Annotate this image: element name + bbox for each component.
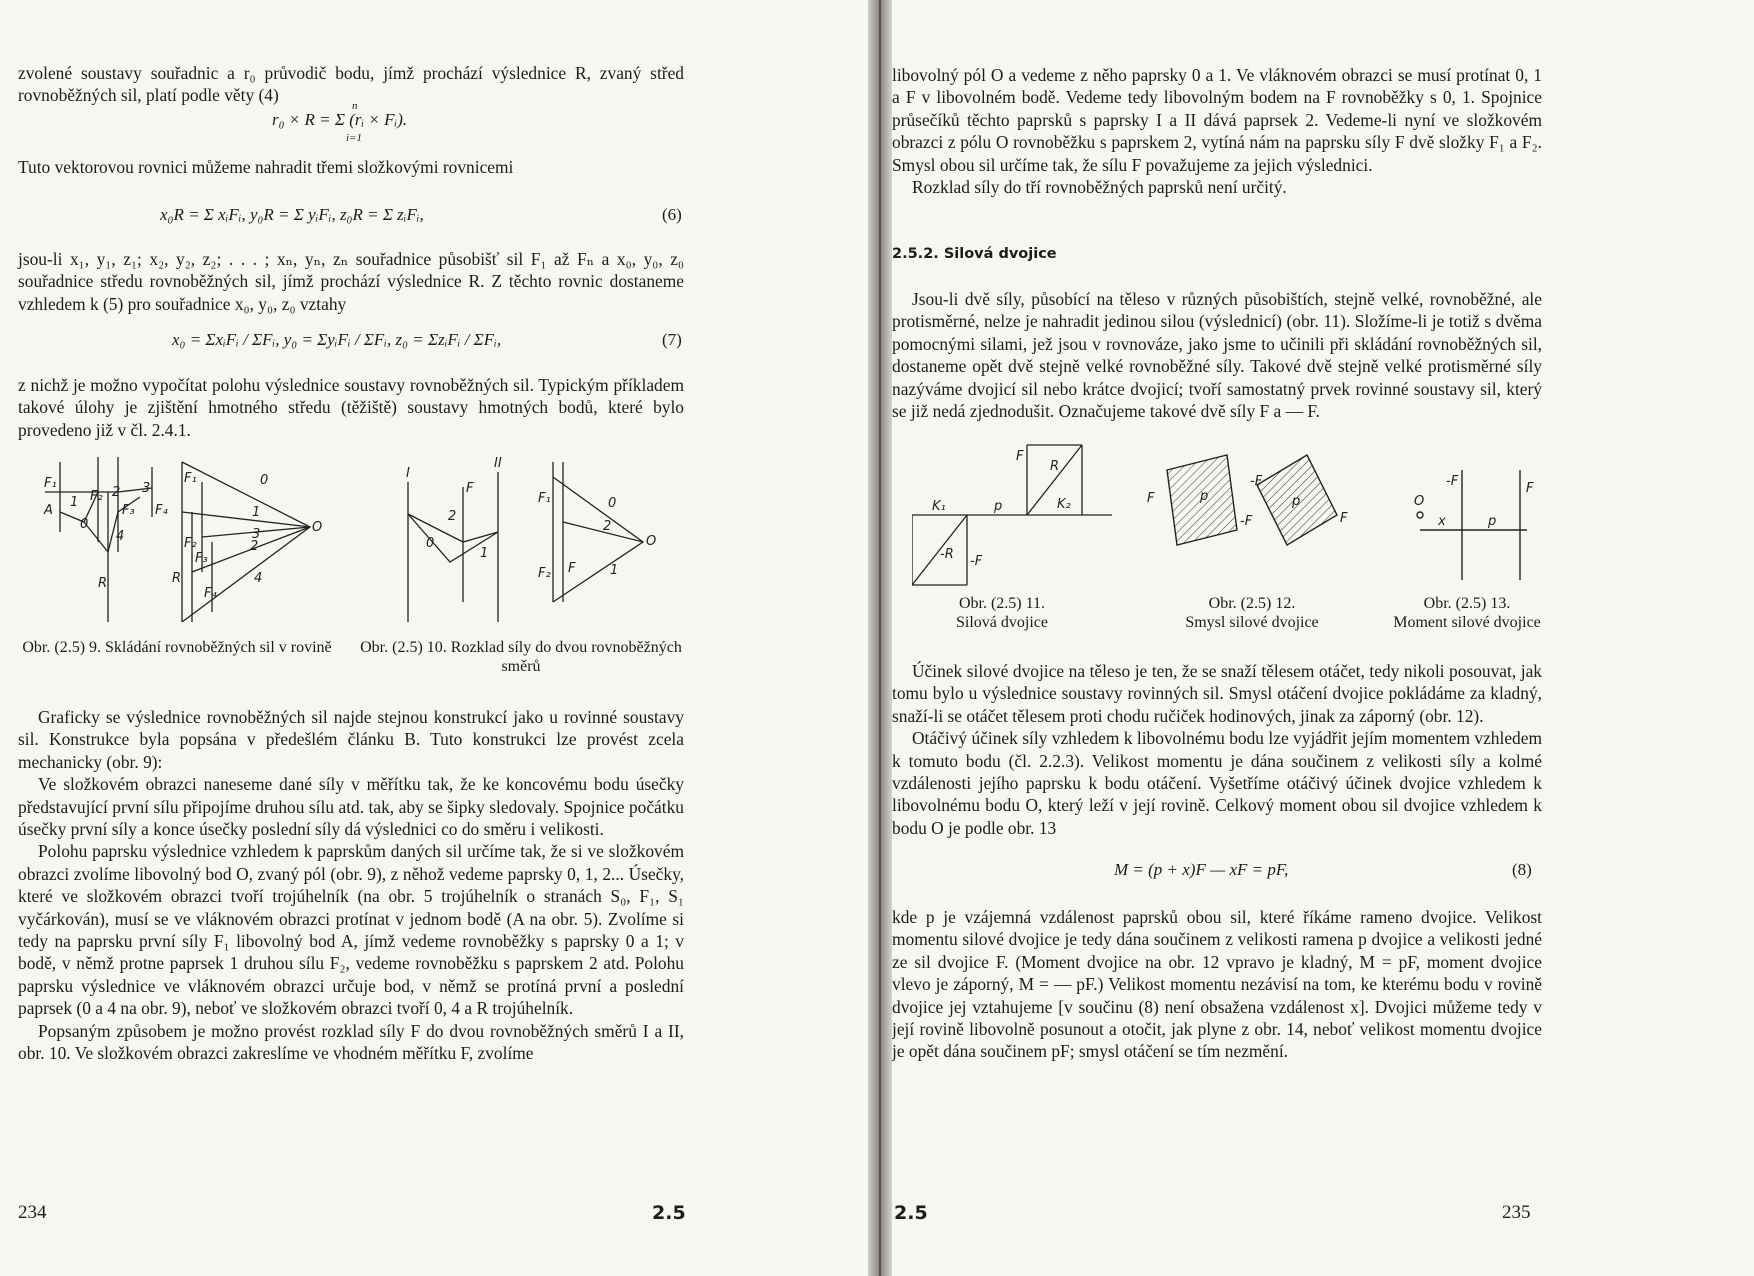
equation-7: x₀ = ΣxᵢFᵢ / ΣFᵢ, y₀ = ΣyᵢFᵢ / ΣFᵢ, z₀ = ΣzᵢFᵢ / ΣFᵢ, <box>172 330 502 349</box>
coords-text: jsou-li x₁, y₁, z₁; x₂, y₂, z₂; . . . ; xₙ, yₙ, zₙ souřadnice působišť sil F₁ až Fₙ a x₀, y₀, z₀ souřadnice středu rovnoběžných sil, jímž prochází výslednice R. Z těchto rovnic dostaneme vzhledem k (5) pro souřadnice x₀, y₀, z₀ vztahy <box>18 249 684 314</box>
fig9-label: F₁ <box>184 471 197 486</box>
fig9-label: A <box>44 503 53 518</box>
equation-6: x₀R = Σ xᵢFᵢ, y₀R = Σ yᵢFᵢ, z₀R = Σ zᵢFᵢ, <box>160 205 424 224</box>
top-text: libovolný pól O a vedeme z něho paprsky 0 a 1. Ve vláknovém obrazci se musí protínat 0, 1 a F v libovolném bodě. Vedeme tedy libovolným bodem na F rovnoběžky s 0, 1. Spojnice průsečíků těchto paprsků s paprsky I a II dává paprsek 2. Vedeme-li nyní ve složkovém obrazci z pólu O rovnoběžku s paprskem 2, vytíná nám na paprsku síly F dvě složky F₁ a F₂. Smysl obou sil určíme tak, že sílu F považujeme za jejich výslednici. Rozklad síly do tří rovnoběžných paprsků není určitý. <box>892 65 1542 198</box>
fig12-label: F <box>1340 511 1348 526</box>
section-mark-right: 2.5 <box>894 1202 928 1224</box>
figure-10-labels <box>406 456 656 581</box>
fig12-label: p <box>1200 489 1209 504</box>
figure-10-caption: Obr. (2.5) 10. Rozklad síly do dvou rovnoběžných směrů <box>360 639 682 675</box>
fig10-label: 0 <box>426 536 435 551</box>
fig10-label: F <box>568 561 576 576</box>
section-mark-left: 2.5 <box>652 1202 686 1224</box>
example-text: z nichž je možno vypočítat polohu výslednice soustavy rovnoběžných sil. Typickým příkladem takové úlohy je zjištění hmotného středu (těžiště) soustavy hmotných bodů, které bylo provedeno již v čl. 2.4.1. <box>18 375 684 440</box>
paragraph: Polohu paprsku výslednice vzhledem k paprskům daných sil určíme tak, že si ve složkovém obrazci zvolíme libovolný bod O, zvaný pól (obr. 9), z něhož vedeme paprsky 0, 1, 2... Úsečky, které ve složkovém obrazci tvoří trojúhelník (na obr. 5 trojúhelník o stranách S₀, F₁, S₁ vyčárkován), musí se ve vláknovém obrazci protínat v jednom bodě (A na obr. 5). Zvolíme si tedy na paprsku první síly F₁ libovolný bod A, jímž vedeme rovnoběžky s paprsky 0 a 1; v bodě, v němž protne paprsek 1 druhou sílu F₂, vedeme rovnoběžku s paprskem 2 atd. Polohu paprsku výslednice ve vláknovém obrazci určuje bod, v němž se protíná první a poslední paprsek (0 a 4 na obr. 9), neboť ve složkovém obrazci tvoří 0, 4 a R trojúhelník. <box>18 841 684 1019</box>
figure-13 <box>1402 460 1542 590</box>
effect-text: Účinek silové dvojice na těleso je ten, že se snaží tělesem otáčet, tedy nikoli posouvat, jak tomu bylo u výslednice soustavy rovinných sil. Smysl otáčení dvojice pokládáme za kladný, snaží-li se otáčet tělesem proti chodu ručiček hodinových, jinak za záporný (obr. 12). Otáčivý účinek síly vzhledem k libovolnému bodu lze vyjádřit jejím momentem vzhledem k tomuto bodu (čl. 2.2.3). Velikost momentu je dána součinem z velikosti síly a kolmé vzdálenosti jejího paprsku k bodu otáčení. Vyšetříme otáčivý účinek dvojice vzhledem k libovolnému bodu O, který leží v její rovině. Celkový moment obou sil dvojice vzhledem k bodu O je podle obr. 13 <box>892 661 1542 838</box>
fig9-label: 3 <box>252 527 261 542</box>
figure-9-drawing <box>40 452 330 632</box>
right-page <box>892 0 1754 1276</box>
fig9-label: R <box>172 571 182 586</box>
fig9-label: F₁ <box>44 476 57 491</box>
fig9-label: F₂ <box>90 489 103 504</box>
figure-9-caption: Obr. (2.5) 9. Skládání rovnoběžných sil v rovině <box>22 639 332 656</box>
fig13-label: -F <box>1446 474 1459 489</box>
figure-13-caption: Obr. (2.5) 13. Moment silové dvojice <box>1393 595 1541 631</box>
fig9-label: F₃ <box>195 551 208 566</box>
fig12-label: -F <box>1240 514 1253 529</box>
figure-11-drawing <box>912 440 1112 590</box>
fig13-label: O <box>1414 494 1425 509</box>
arm-text: kde p je vzájemná vzdálenost paprsků obou sil, které říkáme rameno dvojice. Velikost momentu silové dvojice je tedy dána součinem z velikosti ramena p dvojice a velikosti jedné ze sil dvojice F. (Moment dvojice na obr. 12 vpravo je kladný, M = pF, moment dvojice vlevo je záporný, M = — pF.) Velikost momentu nezávisí na tom, ke kterému bodu v rovině dvojice jej vztahujeme [v součinu (8) není obsažena vzdálenost x]. Dvojici můžeme tedy v její rovině libovolně posunout a otočit, jak plyne z obr. 14, neboť velikost momentu dvojice je opět dána součinem pF; smysl otáčení se tím nezmění. <box>892 907 1542 1062</box>
fig9-label: 2 <box>112 485 121 500</box>
figure-10-drawing <box>398 452 668 632</box>
fig9-label: 3 <box>142 481 151 496</box>
fig9-label: 2 <box>250 539 259 554</box>
fig9-label: 4 <box>254 571 263 586</box>
fig9-label: O <box>312 520 323 535</box>
fig9-label: 0 <box>80 517 89 532</box>
fig11-label: F <box>1016 449 1024 464</box>
fig13-label: x <box>1438 514 1446 529</box>
equation-7-number: (7) <box>662 330 682 349</box>
fig9-label: F₃ <box>122 503 135 518</box>
fig11-label: -R <box>940 547 954 562</box>
fig9-label: R <box>98 576 108 591</box>
fig9-label: 4 <box>116 529 125 544</box>
fig11-label: K₁ <box>932 499 946 514</box>
fig9-label: 1 <box>252 505 261 520</box>
fig11-label: K₂ <box>1057 497 1071 512</box>
fig10-label: 2 <box>603 519 612 534</box>
figure-12 <box>1132 450 1352 580</box>
book-gutter <box>868 0 892 1276</box>
figure-12-drawing <box>1132 450 1352 580</box>
fig9-label: 0 <box>260 473 269 488</box>
page-number-right: 235 <box>1502 1202 1531 1223</box>
sum-upper-limit: n <box>352 100 358 112</box>
equation-main: r₀ × R = Σ (rᵢ × Fᵢ). <box>272 110 408 129</box>
fig10-label: F₁ <box>538 491 551 506</box>
intro-text: zvolené soustavy souřadnic a r₀ průvodič bodu, jímž prochází výslednice R, zvaný střed rovnoběžných sil, platí podle věty (4) <box>18 63 684 106</box>
fig10-label: 0 <box>608 496 617 511</box>
fig9-label: F₂ <box>184 536 197 551</box>
fig12-label: -F <box>1250 474 1263 489</box>
figure-12-caption: Obr. (2.5) 12. Smysl silové dvojice <box>1185 595 1319 631</box>
fig12-label: p <box>1292 494 1301 509</box>
figure-10 <box>398 452 668 632</box>
figure-13-labels <box>1414 474 1534 529</box>
fig9-label: 1 <box>70 495 79 510</box>
fig10-label: II <box>494 456 502 471</box>
equation-6-number: (6) <box>662 205 682 224</box>
paragraph: Popsaným způsobem je možno provést rozklad síly F do dvou rovnoběžných směrů I a II, obr. 10. Ve složkovém obrazci zakreslíme ve vhodném měřítku F, zvolíme <box>18 1020 684 1064</box>
fig9-label: F₄ <box>204 586 217 601</box>
figure-11-labels <box>932 449 1071 569</box>
fig10-label: 1 <box>480 546 489 561</box>
paragraph: Ve složkovém obrazci naneseme dané síly v měřítku tak, že ke koncovému bodu úsečky představující první sílu připojíme druhou sílu atd. tak, aby se šipky sledovaly. Spojnice počátku úsečky první síly a konce úsečky poslední síly dá výslednici co do směru i velikosti. <box>18 774 684 840</box>
paragraph: Graficky se výslednice rovnoběžných sil najde stejnou konstrukcí jako u rovinné soustavy sil. Konstrukce byla popsána v předešlém článku B. Tuto konstrukci lze provést zcela mechanicky (obr. 9): <box>18 707 684 772</box>
fig10-label: F₂ <box>538 566 551 581</box>
page-number-left: 234 <box>18 1202 47 1223</box>
fig10-label: 1 <box>610 563 619 578</box>
equation-8-number: (8) <box>1512 860 1532 879</box>
fig12-label: F <box>1147 491 1155 506</box>
equation-8: M = (p + x)F — xF = pF, <box>1114 860 1289 879</box>
figure-13-drawing <box>1402 460 1542 590</box>
fig11-label: R <box>1050 459 1060 474</box>
sum-lower-limit: i=1 <box>346 132 362 144</box>
fig10-label: F <box>466 481 474 496</box>
figure-11 <box>912 440 1112 590</box>
fig13-label: p <box>1488 514 1497 529</box>
left-page <box>0 0 868 1276</box>
vector-text: Tuto vektorovou rovnici můžeme nahradit třemi složkovými rovnicemi <box>18 157 514 177</box>
fig9-label: F₄ <box>155 503 168 518</box>
construction-text <box>18 706 684 1065</box>
figure-9 <box>40 452 330 632</box>
couple-text: Jsou-li dvě síly, působící na těleso v různých působištích, stejně velké, rovnoběžné, ale protisměrné, nelze je nahradit jedinou silou (výslednicí) (obr. 11). Složíme-li je totiž s dvěma pomocnými silami, jež jsou v rovnováze, jako jsme to učinili při skládání rovnoběžných sil, dostaneme opět dvě stejně velké rovnoběžné síly. Takové dvě stejně velké protisměrné síly nazýváme dvojicí sil nebo krátce dvojicí; tvoří samostatný prvek rovinné soustavy sil, který se již nedá zjednodušit. Označujeme takové dvě síly F a — F. <box>892 289 1542 422</box>
section-heading: 2.5.2. Silová dvojice <box>892 246 1057 262</box>
fig10-label: 2 <box>448 509 457 524</box>
fig13-label: F <box>1526 481 1534 496</box>
fig10-label: I <box>406 466 410 481</box>
fig10-label: O <box>646 534 657 549</box>
figure-11-caption: Obr. (2.5) 11. Silová dvojice <box>956 595 1048 631</box>
fig11-label: p <box>994 499 1003 514</box>
fig11-label: -F <box>970 554 983 569</box>
